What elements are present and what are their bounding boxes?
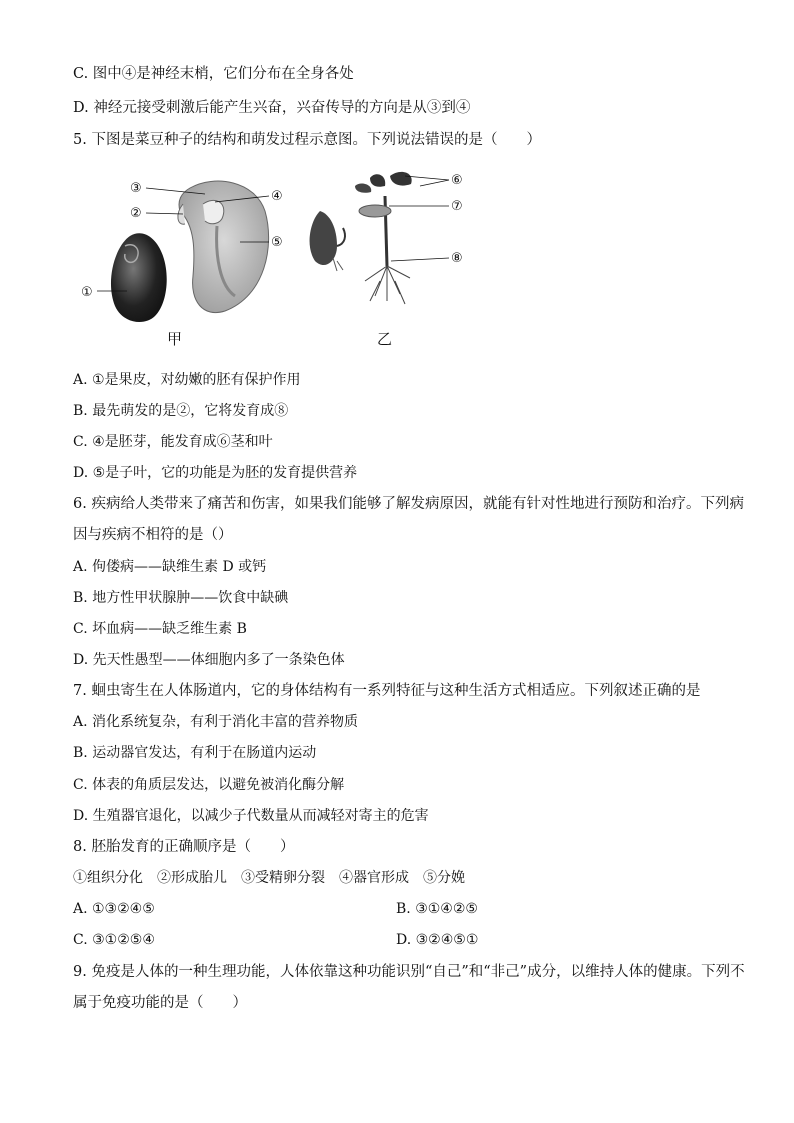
- q5-option-d: D. ⑤是子叶，它的功能是为胚的发育提供营养: [73, 465, 358, 481]
- q7-option-b: B. 运动器官发达，有利于在肠道内运动: [73, 745, 317, 761]
- q5-option-c: C. ④是胚芽，能发育成⑥茎和叶: [73, 434, 273, 450]
- q6-stem: 6. 疾病给人类带来了痛苦和伤害，如果我们能够了解发病原因，就能有针对性地进行预防和治疗。下列病: [73, 496, 744, 512]
- q7-stem: 7. 蛔虫寄生在人体肠道内，它的身体结构有一系列特征与这种生活方式相适应。下列叙述正确的是: [73, 683, 701, 699]
- q7-option-c: C. 体表的角质层发达，以避免被消化酶分解: [73, 777, 345, 793]
- label-1: ①: [81, 285, 93, 300]
- q8-option-d: D. ③②④⑤①: [396, 932, 479, 948]
- q6-option-a: A. 佝偻病——缺维生素 D 或钙: [73, 559, 267, 575]
- q8-sequence-items: ①组织分化 ②形成胎儿 ③受精卵分裂 ④器官形成 ⑤分娩: [73, 870, 465, 886]
- q7-option-a: A. 消化系统复杂，有利于消化丰富的营养物质: [73, 714, 359, 730]
- q8-option-b: B. ③①④②⑤: [396, 901, 478, 917]
- q4-option-d: D. 神经元接受刺激后能产生兴奋，兴奋传导的方向是从③到④: [73, 100, 471, 116]
- label-8: ⑧: [451, 251, 463, 266]
- q8-option-c: C. ③①②⑤④: [73, 932, 155, 948]
- label-4: ④: [271, 189, 283, 204]
- q6-option-b: B. 地方性甲状腺肿——饮食中缺碘: [73, 590, 289, 606]
- q6-option-d: D. 先天性愚型——体细胞内多了一条染色体: [73, 652, 345, 668]
- label-7: ⑦: [451, 199, 463, 214]
- seed-germination-figure: [75, 166, 495, 356]
- panel-label-yi: 乙: [377, 330, 393, 348]
- q8-option-a: A. ①③②④⑤: [73, 901, 155, 917]
- q6-option-c: C. 坏血病——缺乏维生素 B: [73, 621, 247, 637]
- q6-stem-cont: 因与疾病不相符的是（）: [73, 527, 233, 543]
- seed-diagram: [75, 166, 495, 356]
- bean-seed-shape: [111, 233, 167, 322]
- q9-stem-cont: 属于免疫功能的是（ ）: [73, 995, 247, 1011]
- panel-label-jia: 甲: [167, 330, 183, 348]
- label-2: ②: [130, 206, 142, 221]
- q7-option-d: D. 生殖器官退化，以减少子代数量从而减轻对寄主的危害: [73, 808, 429, 824]
- label-6: ⑥: [451, 173, 463, 188]
- label-3: ③: [130, 181, 142, 196]
- q9-stem: 9. 免疫是人体的一种生理功能，人体依靠这种功能识别“自己”和“非己”成分，以维持人体的健康。下列不: [73, 964, 745, 980]
- q5-option-a: A. ①是果皮，对幼嫩的胚有保护作用: [73, 372, 301, 388]
- q8-stem: 8. 胚胎发育的正确顺序是（ ）: [73, 839, 295, 855]
- label-5: ⑤: [271, 235, 283, 250]
- q5-option-b: B. 最先萌发的是②，它将发育成⑧: [73, 403, 289, 419]
- q5-stem: 5. 下图是菜豆种子的结构和萌发过程示意图。下列说法错误的是（ ）: [73, 132, 541, 148]
- q4-option-c: C. 图中④是神经末梢，它们分布在全身各处: [73, 66, 354, 82]
